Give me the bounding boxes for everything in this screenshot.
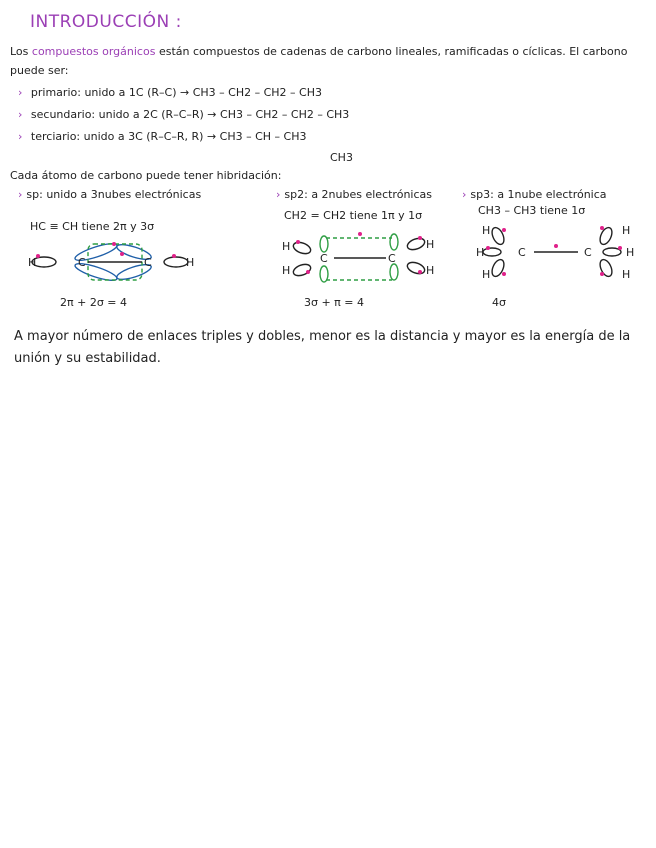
svg-text:H: H — [28, 256, 37, 269]
svg-text:C: C — [584, 246, 592, 259]
sp-count: 2π + 2σ = 4 — [60, 296, 128, 309]
sp-label-text: sp: unido a 3nubes electrónicas — [26, 188, 202, 201]
svg-text:H: H — [626, 246, 635, 259]
svg-text:H: H — [426, 264, 435, 277]
svg-text:C: C — [320, 252, 328, 265]
svg-text:H: H — [482, 224, 491, 237]
sp3-count: 4σ — [492, 296, 506, 309]
arrow-bullet-icon: › — [18, 188, 23, 201]
sp3-orbital-diagram — [474, 222, 644, 284]
intro-before: Los — [10, 45, 29, 58]
sp2-label-text: sp2: a 2nubes electrónicas — [284, 188, 432, 201]
sp3-orbital-lobes — [483, 226, 621, 279]
carbon-type-text: unido a 3C (R–C–R, R) → CH3 – CH – CH3 — [83, 130, 307, 143]
conclusion-paragraph: A mayor número de enlaces triples y dobles, menor es la distancia y mayor es la energía de la unión y su estabilidad. — [14, 329, 631, 366]
carbon-type-label: terciario: — [30, 130, 81, 143]
svg-text:C: C — [144, 256, 152, 269]
carbon-type-label: primario: — [30, 86, 81, 99]
list-item — [18, 104, 349, 126]
sp2-orbital-diagram — [280, 228, 440, 288]
tertiary-branch: CH3 — [330, 151, 353, 164]
sp3-label — [462, 188, 607, 201]
hybridization-intro: Cada átomo de carbono puede tener hibridación: — [10, 169, 282, 182]
sp3-formula: CH3 – CH3 tiene 1σ — [478, 204, 586, 217]
svg-text:H: H — [282, 264, 291, 277]
arrow-bullet-icon: › — [18, 108, 23, 121]
svg-text:H: H — [622, 224, 631, 237]
svg-text:H: H — [482, 268, 491, 281]
sp3-label-text: sp3: a 1nube electrónica — [470, 188, 607, 201]
carbon-type-list — [18, 82, 349, 148]
intro-after: están compuestos de cadenas de carbono lineales, ramificadas o cíclicas. El carbono puede ser: — [10, 45, 628, 77]
sp2-orbital-lobes — [292, 234, 426, 282]
sp2-formula: CH2 = CH2 tiene 1π y 1σ — [284, 209, 423, 222]
sp-orbital-diagram — [26, 232, 196, 292]
intro-highlight: compuestos orgánicos — [31, 45, 156, 58]
arrow-bullet-icon: › — [18, 86, 23, 99]
sp-orbital-lobes — [32, 240, 188, 283]
sp-label — [18, 188, 201, 201]
carbon-type-label: secundario: — [30, 108, 96, 121]
arrow-bullet-icon: › — [18, 130, 23, 143]
intro-paragraph — [10, 42, 640, 80]
sp2-label — [276, 188, 432, 201]
sp2-count: 3σ + π = 4 — [304, 296, 365, 309]
svg-text:C: C — [78, 256, 86, 269]
sp-formula: HC ≡ CH tiene 2π y 3σ — [30, 220, 155, 233]
arrow-bullet-icon: › — [276, 188, 281, 201]
svg-text:H: H — [282, 240, 291, 253]
page-title: INTRODUCCIÓN : — [30, 12, 182, 32]
svg-text:H: H — [426, 238, 435, 251]
carbon-type-text: unido a 1C (R–C) → CH3 – CH2 – CH2 – CH3 — [84, 86, 322, 99]
svg-text:C: C — [518, 246, 526, 259]
svg-text:H: H — [186, 256, 195, 269]
svg-text:C: C — [388, 252, 396, 265]
list-item — [18, 126, 349, 148]
carbon-type-text: unido a 2C (R–C–R) → CH3 – CH2 – CH2 – CH3 — [98, 108, 350, 121]
list-item — [18, 82, 349, 104]
svg-text:H: H — [622, 268, 631, 281]
arrow-bullet-icon: › — [462, 188, 467, 201]
svg-text:H: H — [476, 246, 485, 259]
sp2-electron-marks — [296, 232, 422, 274]
